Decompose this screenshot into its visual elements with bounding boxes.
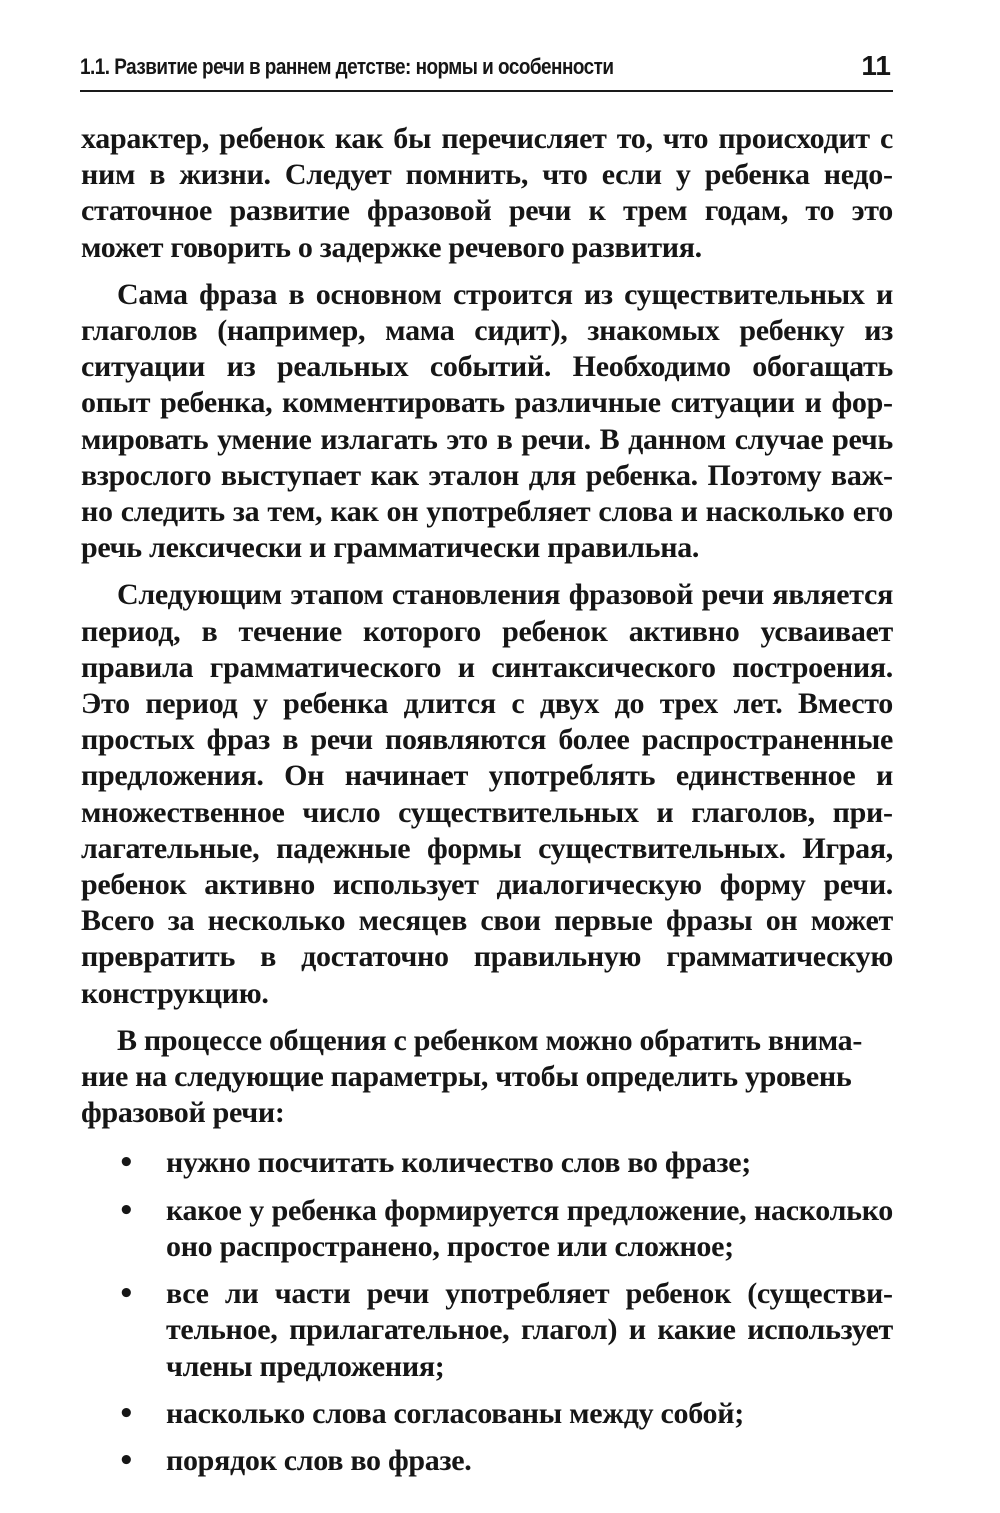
paragraph-phrase-structure: Сама фраза в основном строится из существительных и глаголов (например, мама сидит), знакомых ребенку из ситуации из реальных событий. Необходимо обогащать опыт ребенка, комментировать различные ситуации и формировать умение излагать это в речи. В данном случае речь взрослого выступает как эталон для ребенка. Поэтому важно следить за тем, как он употребляет слова и насколько его речь лексически и грамматически правильна. [81,277,893,565]
list-item [118,1443,893,1479]
paragraph-continuation: характер, ребенок как бы перечисляет то, что происходит с ним в жизни. Следует помнить, что если у ребенка недостаточное развитие фразовой речи к трем годам, то это может говорить о задержке речевого развития. [81,122,893,264]
list-item-text: насколько слова согласованы между собой; [166,1396,744,1430]
paragraph-next-stage: Следующим этапом становления фразовой речи является период, в течение которого ребенок активно усваивает правила грамматического и синтаксического построения. Это период у ребенка длится с двух до трех лет. Вместо простых фраз в речи появляются более распространенные предложения. Он начинает употреблять единственное и множественное число существительных и глаголов, прилагательные, падежные формы существительных. Играя, ребенок активно использует диалогическую форму речи. Всего за несколько месяцев свои первые фразы он может превратить в достаточно правильную грамматическую конструкцию. [81,578,893,1010]
list-item [118,1145,893,1181]
bullet-dot-icon: • [118,1195,135,1226]
bullet-dot-icon: • [118,1445,135,1476]
list-item-text: какое у ребенка формируется предложение, насколько оно распространено, простое или сложное; [166,1193,893,1263]
list-item-text: все ли части речи употребляет ребенок (существительное, прилагательное, глагол) и какие использует члены предложения; [166,1277,893,1383]
chapter-running-title: 1.1. Развитие речи в раннем детстве: нормы и особенности [80,54,614,79]
bullet-dot-icon: • [118,1398,135,1429]
list-item [118,1193,893,1265]
bullet-dot-icon: • [118,1279,135,1310]
body-text [81,121,893,1490]
running-header [80,48,893,92]
bullet-dot-icon: • [118,1148,135,1179]
page-number: 11 [861,50,891,81]
parameters-list [81,1145,893,1479]
list-item [118,1276,893,1385]
paragraph-parameters-intro: В процессе общения с ребенком можно обратить внимание на следующие параметры, чтобы определить уровень фразовой речи: [81,1023,863,1130]
list-item-text: нужно посчитать количество слов во фразе; [166,1146,751,1180]
list-item [118,1396,893,1432]
list-item-text: порядок слов во фразе. [166,1443,472,1477]
